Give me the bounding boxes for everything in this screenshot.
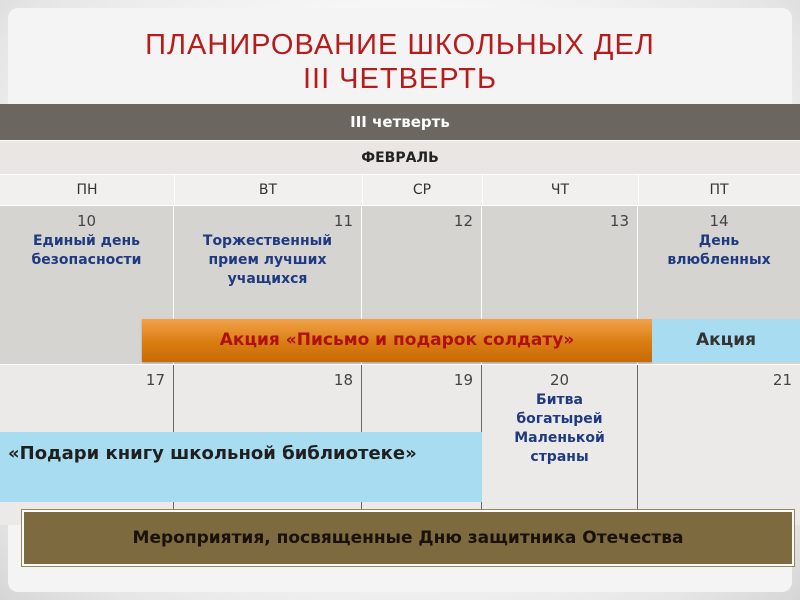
defender-day-banner (22, 510, 794, 566)
event-best-students: Торжественный прием лучших учащихся (202, 233, 333, 287)
day-number: 21 (772, 371, 792, 389)
weekday-row (0, 174, 800, 206)
event-valentines-day: День влюбленных (667, 233, 771, 268)
day-number: 11 (333, 212, 353, 230)
day-cell-20 (482, 365, 638, 525)
day-number: 18 (333, 371, 353, 389)
day-number: 14 (709, 212, 729, 230)
defender-day-text: Мероприятия, посвященные Дню защитника Отечества (132, 528, 684, 548)
month-header: ФЕВРАЛЬ (0, 140, 800, 175)
day-number: 17 (145, 371, 165, 389)
page-title (0, 28, 800, 96)
day-number: 19 (453, 371, 473, 389)
day-cell-21 (638, 365, 800, 525)
action-banner: Акция (652, 319, 800, 362)
weekday-mon: ПН (0, 175, 175, 206)
weekday-thu: ЧТ (482, 175, 639, 206)
title-line-1: ПЛАНИРОВАНИЕ ШКОЛЬНЫХ ДЕЛ (145, 29, 655, 61)
quarter-header: III четверть (0, 104, 800, 140)
book-gift-campaign-banner: «Подари книгу школьной библиотеке» (0, 432, 482, 502)
weekday-fri: ПТ (709, 182, 729, 198)
event-heroes-battle: Битва богатырей Маленькой страны (514, 392, 605, 465)
day-number: 13 (609, 212, 629, 230)
day-number: 20 (549, 371, 570, 389)
day-number: 12 (453, 212, 473, 230)
day-number: 10 (76, 212, 97, 230)
weekday-tue: ВТ (174, 175, 363, 206)
weekday-wed: СР (362, 175, 483, 206)
event-security-day: Единый день безопасности (31, 233, 142, 268)
title-line-2: III ЧЕТВЕРТЬ (302, 63, 498, 95)
letter-gift-campaign-banner: Акция «Письмо и подарок солдату» (142, 319, 652, 362)
